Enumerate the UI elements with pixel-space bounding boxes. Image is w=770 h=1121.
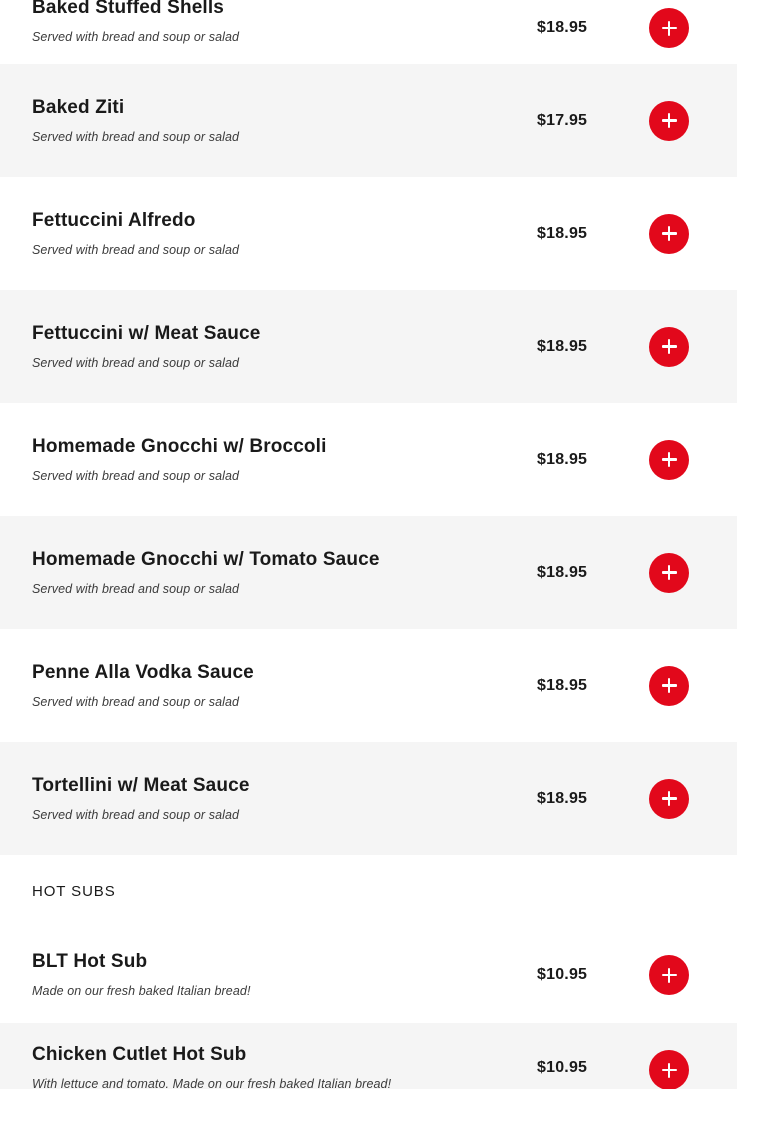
menu-item-price: $17.95 [537,111,588,129]
menu-item-description: Served with bread and soup or salad [32,807,240,822]
add-item-button[interactable] [649,214,689,254]
menu-item-row[interactable] [0,403,737,516]
menu-item-description: Served with bread and soup or salad [32,242,240,257]
menu-item-description: Served with bread and soup or salad [32,468,240,483]
plus-icon [668,113,671,128]
menu-item-description: Served with bread and soup or salad [32,355,240,370]
menu-item-row[interactable] [0,0,737,64]
menu-item-info [32,950,537,1000]
add-item-button[interactable] [649,553,689,593]
add-item-button[interactable] [649,666,689,706]
plus-icon [668,565,671,580]
menu-item-name: Baked Ziti [32,96,125,118]
plus-icon [668,452,671,467]
menu-item-info [32,548,537,598]
menu-item-row[interactable] [0,516,737,629]
menu-item-description: With lettuce and tomato. Made on our fresh baked Italian bread! [32,1077,392,1089]
plus-icon [668,226,671,241]
add-item-button[interactable] [649,8,689,48]
menu-section-header [0,855,737,927]
plus-icon [668,968,671,983]
menu-item-name: Penne Alla Vodka Sauce [32,661,254,683]
menu-item-name: Homemade Gnocchi w/ Broccoli [32,435,327,457]
plus-icon [668,678,671,693]
plus-icon [668,791,671,806]
menu-item-name: BLT Hot Sub [32,951,148,972]
add-item-button[interactable] [649,101,689,141]
menu-item-name: Baked Stuffed Shells [32,0,224,18]
menu-item-info [32,96,537,146]
menu-item-info [32,209,537,259]
menu-item-row[interactable] [0,742,737,855]
menu-item-info [32,0,537,46]
menu-item-price: $18.95 [537,450,588,468]
plus-icon [668,21,671,36]
menu-item-info [32,774,537,824]
menu-item-name: Chicken Cutlet Hot Sub [32,1044,247,1065]
menu-item-price: $10.95 [537,1059,588,1076]
menu-item-name: Fettuccini Alfredo [32,209,196,231]
menu-item-info [32,322,537,372]
menu-item-row[interactable] [0,629,737,742]
menu-item-price: $18.95 [537,563,588,581]
menu-item-row[interactable] [0,290,737,403]
menu-item-row[interactable] [0,927,737,1023]
menu-item-description: Served with bread and soup or salad [32,30,240,44]
plus-icon [668,339,671,354]
add-item-button[interactable] [649,1050,689,1089]
menu-item-price: $18.95 [537,19,588,36]
menu-item-price: $18.95 [537,676,588,694]
menu-item-row[interactable] [0,1023,737,1089]
menu-item-description: Served with bread and soup or salad [32,581,240,596]
menu-item-price: $10.95 [537,966,588,983]
menu-item-price: $18.95 [537,224,588,242]
add-item-button[interactable] [649,955,689,995]
menu-item-price: $18.95 [537,337,588,355]
menu-item-name: Homemade Gnocchi w/ Tomato Sauce [32,548,380,570]
menu-item-description: Served with bread and soup or salad [32,129,240,144]
menu-item-row[interactable] [0,64,737,177]
section-title: HOT SUBS [32,882,116,900]
menu-item-info [32,661,537,711]
menu-item-description: Served with bread and soup or salad [32,694,240,709]
plus-icon [668,1063,671,1078]
menu-item-name: Fettuccini w/ Meat Sauce [32,322,261,344]
menu-item-info [32,435,537,485]
add-item-button[interactable] [649,440,689,480]
add-item-button[interactable] [649,327,689,367]
menu-item-description: Made on our fresh baked Italian bread! [32,984,251,998]
menu-item-info [32,1043,537,1089]
add-item-button[interactable] [649,779,689,819]
menu-item-row[interactable] [0,177,737,290]
menu-item-name: Tortellini w/ Meat Sauce [32,774,250,796]
menu-item-price: $18.95 [537,789,588,807]
